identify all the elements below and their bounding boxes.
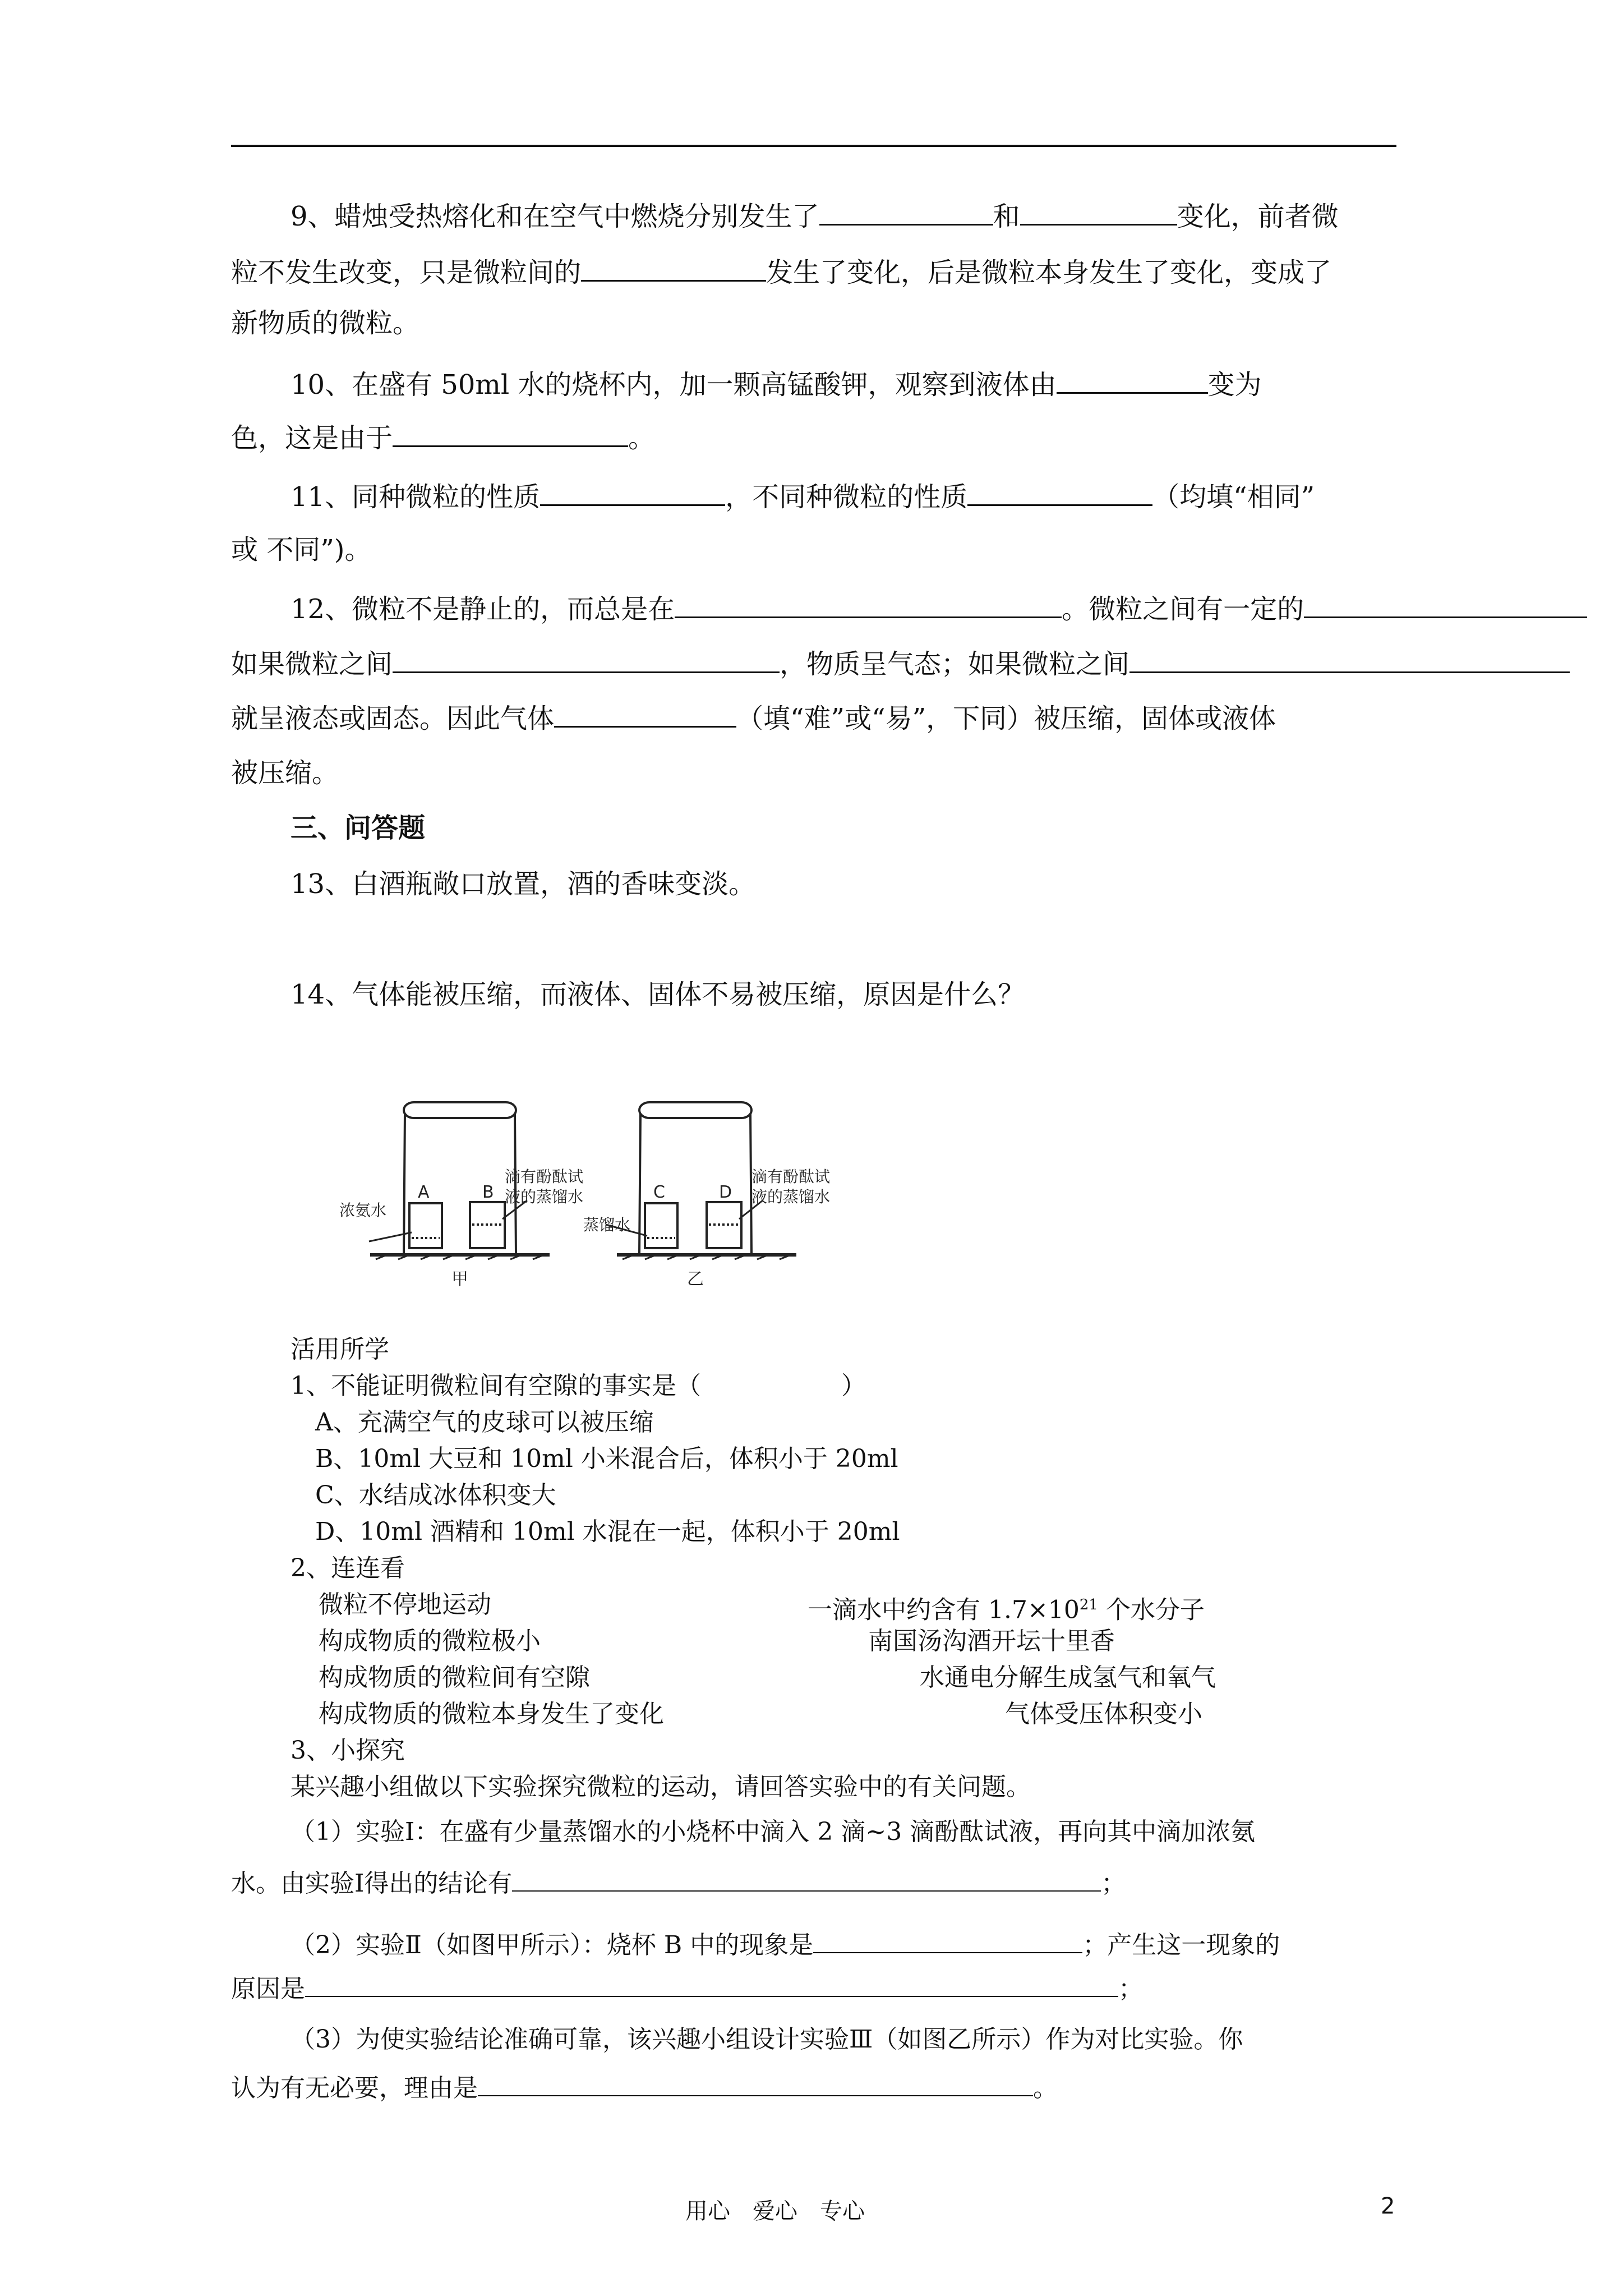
label-distilled: 蒸馏水 xyxy=(583,1216,631,1234)
match-right-2[interactable]: 南国汤沟酒开坛十里香 xyxy=(868,1627,1115,1655)
label-phenol-yi-1: 滴有酚酞试 xyxy=(751,1167,831,1186)
q11-line2: 或 不同”)。 xyxy=(231,534,372,565)
q9-line3: 新物质的微粒。 xyxy=(231,307,420,339)
q13-text: 13、白酒瓶敞口放置，酒的香味变淡。 xyxy=(291,868,756,900)
label-phenol-jia-1: 滴有酚酞试 xyxy=(505,1167,584,1186)
practice-q3-p3-line1: （3）为使实验结论准确可靠，该兴趣小组设计实验Ⅲ（如图乙所示）作为对比实验。你 xyxy=(291,2025,1243,2054)
caption-jia: 甲 xyxy=(451,1269,468,1289)
label-phenol-yi-2: 液的蒸馏水 xyxy=(751,1188,831,1206)
practice-q3-p2-line2: 原因是 ； xyxy=(231,1975,1143,2003)
q9-blank3[interactable] xyxy=(581,255,766,282)
q12-line2: 如果微粒之间 ，物质呈气态；如果微粒之间 xyxy=(231,647,1570,680)
practice-q3-intro: 某兴趣小组做以下实验探究微粒的运动，请回答实验中的有关问题。 xyxy=(291,1773,1031,1801)
q12-blank5[interactable] xyxy=(554,701,736,728)
label-phenol-jia-2: 液的蒸馏水 xyxy=(505,1188,584,1206)
caption-yi: 乙 xyxy=(687,1269,704,1289)
beaker-a xyxy=(409,1203,442,1248)
practice-q3-p2-line1: （2）实验Ⅱ（如图甲所示）：烧杯 B 中的现象是 ；产生这一现象的 xyxy=(291,1931,1280,1959)
match-right-4[interactable]: 气体受压体积变小 xyxy=(1005,1700,1202,1728)
q9-blank2[interactable] xyxy=(1020,199,1177,226)
header-rule xyxy=(231,145,1396,147)
q3-blank4[interactable] xyxy=(478,2073,1033,2096)
practice-q3-p1-line1: （1）实验Ⅰ：在盛有少量蒸馏水的小烧杯中滴入 2 滴~3 滴酚酞试液，再向其中滴加浓氨 xyxy=(291,1818,1256,1846)
practice-q1-option-c: C、水结成冰体积变大 xyxy=(315,1481,556,1510)
q11-line1: 11、同种微粒的性质 ，不同种微粒的性质 （均填“相同” xyxy=(291,480,1315,513)
q9-line1: 9、蜡烛受热熔化和在空气中燃烧分别发生了 和 变化，前者微 xyxy=(291,199,1339,232)
label-b: B xyxy=(482,1182,494,1202)
practice-q1-option-a: A、充满空气的皮球可以被压缩 xyxy=(315,1408,654,1437)
practice-q3-title: 3、小探究 xyxy=(291,1736,405,1765)
q12-blank4[interactable] xyxy=(1129,647,1570,673)
q10-blank1[interactable] xyxy=(1057,367,1208,394)
q12-blank3[interactable] xyxy=(393,647,780,673)
match-left-4[interactable]: 构成物质的微粒本身发生了变化 xyxy=(319,1700,664,1728)
label-d: D xyxy=(719,1182,732,1202)
match-left-1[interactable]: 微粒不停地运动 xyxy=(319,1590,491,1619)
practice-q3-p3-line2: 认为有无必要，理由是 。 xyxy=(231,2074,1058,2102)
match-left-3[interactable]: 构成物质的微粒间有空隙 xyxy=(319,1663,590,1692)
match-right-1[interactable]: 一滴水中约含有 $1.7\times 10^{21}$ 个水分子 xyxy=(808,1595,1205,1625)
q3-blank1[interactable] xyxy=(512,1868,1101,1892)
q12-blank2[interactable] xyxy=(1304,592,1587,618)
match-right-3[interactable]: 水通电分解生成氢气和氧气 xyxy=(920,1663,1216,1692)
q11-blank1[interactable] xyxy=(540,480,725,506)
q10-line2: 色，这是由于 。 xyxy=(231,421,655,454)
footer-slogan: 用心 爱心 专心 xyxy=(685,2198,865,2224)
beaker-c xyxy=(645,1203,677,1248)
match-left-2[interactable]: 构成物质的微粒极小 xyxy=(319,1627,541,1655)
section-title: 三、问答题 xyxy=(291,812,426,844)
label-a: A xyxy=(418,1182,430,1202)
label-ammonia: 浓氨水 xyxy=(339,1201,387,1220)
q10-line1: 10、在盛有 50ml 水的烧杯内，加一颗高锰酸钾，观察到液体由 变为 xyxy=(291,367,1262,401)
q9-line2: 粒不发生改变，只是微粒间的 发生了变化，后是微粒本身发生了变化，变成了 xyxy=(231,255,1331,288)
experiment-figure xyxy=(336,1091,852,1299)
q14-text: 14、气体能被压缩，而液体、固体不易被压缩，原因是什么？ xyxy=(291,979,1025,1010)
q12-line1: 12、微粒不是静止的，而总是在 。微粒之间有一定的 xyxy=(291,592,1587,625)
q3-blank2[interactable] xyxy=(813,1930,1082,1953)
practice-q2-title: 2、连连看 xyxy=(291,1554,405,1582)
q12-line4: 被压缩。 xyxy=(231,757,339,789)
practice-q1-option-b: B、10ml 大豆和 10ml 小米混合后，体积小于 20ml xyxy=(315,1444,898,1473)
practice-q1-option-d: D、10ml 酒精和 10ml 水混在一起，体积小于 20ml xyxy=(315,1517,900,1546)
page-number: 2 xyxy=(1381,2193,1395,2219)
practice-q1-stem: 1、不能证明微粒间有空隙的事实是（ ） xyxy=(291,1372,866,1400)
practice-title: 活用所学 xyxy=(291,1335,389,1364)
q10-blank2[interactable] xyxy=(393,421,628,447)
q12-line3: 就呈液态或固态。因此气体 （填“难”或“易”，下同）被压缩，固体或液体 xyxy=(231,701,1276,734)
q11-blank2[interactable] xyxy=(967,480,1152,506)
q9-blank1[interactable] xyxy=(819,199,993,226)
q12-blank1[interactable] xyxy=(675,592,1062,618)
label-c: C xyxy=(653,1182,665,1202)
practice-q3-p1-line2: 水。由实验Ⅰ得出的结论有 ； xyxy=(231,1869,1126,1898)
q3-blank3[interactable] xyxy=(305,1973,1118,1997)
